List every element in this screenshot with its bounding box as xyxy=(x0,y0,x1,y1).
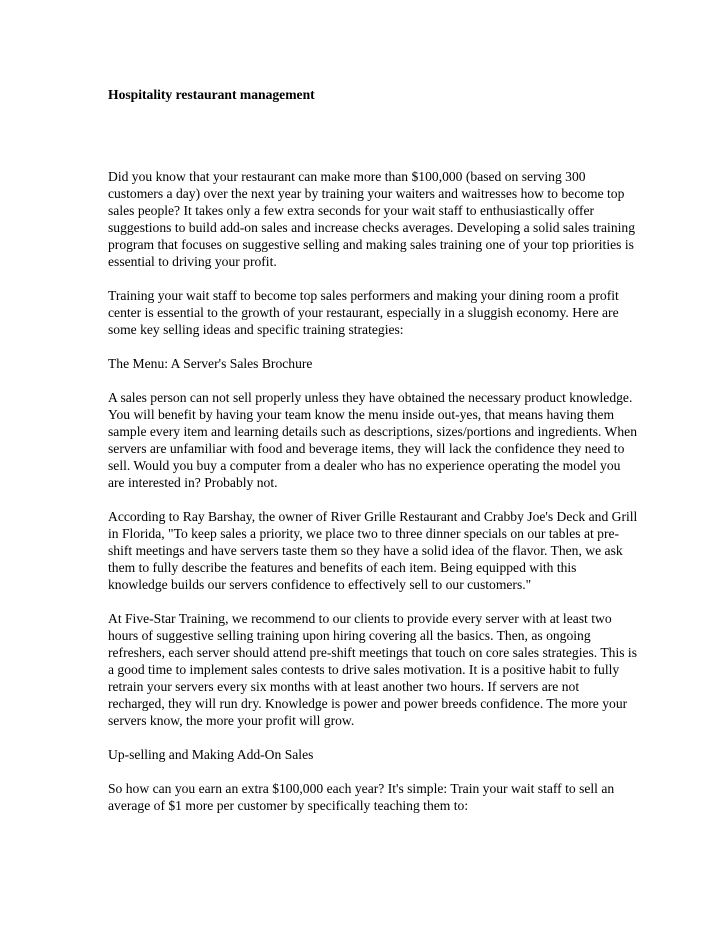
document-title: Hospitality restaurant management xyxy=(108,87,315,102)
paragraph-extra-revenue: So how can you earn an extra $100,000 each year? It's simple: Train your wait staff to sell an average of $1 more per customer by specifically teaching them to: xyxy=(108,781,615,813)
paragraph-intro: Did you know that your restaurant can make more than $100,000 (based on serving 300 customers a day) over the next year by training your waiters and waitresses how to become top sales people? It takes only a few extra seconds for your wait staff to enthusiastically offer suggestions to build add-on sales and increase checks averages. Developing a solid sales training program that focuses on suggestive selling and making sales training one of your top priorities is essential to driving your profit. xyxy=(108,169,635,269)
paragraph-training: Training your wait staff to become top sales performers and making your dining room a profit center is essential to the growth of your restaurant, especially in a sluggish economy. Here are some key selling ideas and specific training strategies: xyxy=(108,288,619,337)
section-heading-upselling: Up-selling and Making Add-On Sales xyxy=(108,747,314,762)
title-spacer xyxy=(108,103,638,168)
paragraph-product-knowledge: A sales person can not sell properly unless they have obtained the necessary product knowledge. You will benefit by having your team know the menu inside out-yes, that means having them sample every item and learning details such as descriptions, sizes/portions and ingredients. When servers are unfamiliar with food and beverage items, they will lack the confidence they need to sell. Would you buy a computer from a dealer who has no experience operating the model you are interested in? Probably not. xyxy=(108,390,638,490)
section-heading-menu: The Menu: A Server's Sales Brochure xyxy=(108,356,313,371)
paragraph-quote: According to Ray Barshay, the owner of River Grille Restaurant and Crabby Joe's Deck and Grill in Florida, "To keep sales a priority, we place two to three dinner specials on our tables at pre-shift meetings and have servers taste them so they have a solid idea of the flavor. Then, we ask them to fully describe the features and benefits of each item. Being equipped with this knowledge builds our servers confidence to effectively sell to our customers." xyxy=(108,509,638,592)
document-body xyxy=(108,86,638,831)
paragraph-five-star-training: At Five-Star Training, we recommend to our clients to provide every server with at least two hours of suggestive selling training upon hiring covering all the basics. Then, as ongoing refreshers, each server should attend pre-shift meetings that touch on core sales strategies. This is a good time to implement sales contests to drive sales motivation. It is a positive habit to fully retrain your servers every six months with at least another two hours. If servers are not recharged, they will run dry. Knowledge is power and power breeds confidence. The more your servers know, the more your profit will grow. xyxy=(108,611,637,728)
